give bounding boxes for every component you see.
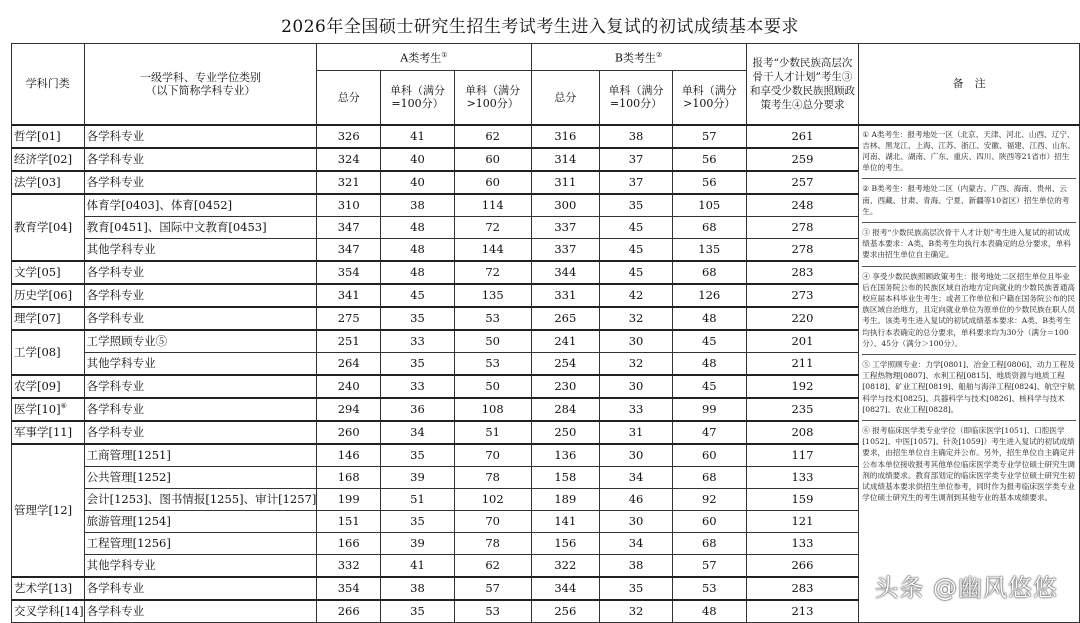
header-a-zone-label: A类考生	[400, 51, 442, 65]
score-cell-b-sgt: 68	[672, 216, 746, 238]
note-item: ⑤ 工学照顾专业：力学[0801]、冶金工程[0806]、动力工程及工程热物理[0807]、水利工程[0815]、地质资源与地质工程[0818]、矿业工程[0819]、船舶与海洋工程[0824]、航空宇航科学与技术[0825]、兵器科学与技术[0826]、核科学与技术[0827]、农业工程[0828]。	[862, 359, 1075, 414]
score-cell-b-sgt: 56	[672, 148, 746, 171]
score-cell-b-total: 337	[531, 216, 600, 238]
score-cell-a-s100: 33	[381, 330, 455, 353]
discipline-footnote-mark: ⑥	[60, 402, 67, 411]
note-divider	[862, 354, 1076, 355]
score-cell-a-s100: 35	[381, 307, 455, 330]
score-cell-a-sgt: 50	[454, 330, 531, 353]
discipline-label: 哲学[01]	[14, 129, 61, 143]
score-cell-a-sgt: 50	[454, 375, 531, 398]
score-cell-a-total: 240	[317, 375, 381, 398]
score-cell-b-total: 331	[531, 284, 600, 307]
note-divider	[862, 222, 1076, 223]
score-cell-b-total: 189	[531, 488, 600, 510]
note-divider	[862, 266, 1076, 267]
score-cell-b-s100: 38	[600, 125, 673, 148]
discipline-cell	[12, 307, 85, 330]
page-title: 2026年全国硕士研究生招生考试考生进入复试的初试成绩基本要求	[281, 17, 799, 37]
score-cell-b-sgt: 45	[672, 330, 746, 353]
score-cell-b-s100: 38	[600, 554, 673, 577]
discipline-cell	[12, 194, 85, 261]
score-cell-a-total: 341	[317, 284, 381, 307]
score-cell-b-sgt: 105	[672, 194, 746, 217]
discipline-cell	[12, 284, 85, 307]
score-cell-b-total: 316	[531, 125, 600, 148]
score-cell-a-sgt: 78	[454, 466, 531, 488]
header-discipline: 学科门类	[12, 44, 85, 125]
score-cell-minority: 208	[746, 421, 859, 444]
note-item: ① A类考生：报考地处一区（北京、天津、河北、山西、辽宁、吉林、黑龙江、上海、江苏、浙江、安徽、福建、江西、山东、河南、湖北、湖南、广东、重庆、四川、陕西等21省市）招生单位的考生。	[862, 129, 1075, 173]
major-cell: 各学科专业	[84, 600, 317, 623]
discipline-cell	[12, 330, 85, 375]
score-cell-b-s100: 45	[600, 261, 673, 284]
score-cell-b-total: 314	[531, 148, 600, 171]
discipline-label: 管理学[12]	[14, 503, 73, 517]
score-cell-b-sgt: 99	[672, 398, 746, 421]
score-cell-a-s100: 41	[381, 125, 455, 148]
header-notes: 备 注	[859, 44, 1080, 125]
score-cell-a-total: 326	[317, 125, 381, 148]
score-cell-a-s100: 35	[381, 444, 455, 467]
major-cell: 工商管理[1251]	[84, 444, 317, 467]
score-cell-a-total: 260	[317, 421, 381, 444]
score-cell-a-sgt: 60	[454, 171, 531, 194]
score-cell-a-total: 294	[317, 398, 381, 421]
score-cell-b-s100: 32	[600, 307, 673, 330]
score-cell-a-s100: 48	[381, 216, 455, 238]
discipline-label: 农学[09]	[14, 379, 61, 393]
score-cell-b-sgt: 126	[672, 284, 746, 307]
score-cell-b-sgt: 48	[672, 307, 746, 330]
score-cell-a-sgt: 144	[454, 238, 531, 261]
major-cell: 会计[1253]、图书情报[1255]、审计[1257]	[84, 488, 317, 510]
score-cell-a-total: 266	[317, 600, 381, 623]
score-cell-minority: 117	[746, 444, 859, 467]
score-cell-a-sgt: 53	[454, 307, 531, 330]
score-cell-b-s100: 30	[600, 375, 673, 398]
score-cell-b-total: 256	[531, 600, 600, 623]
major-cell: 工程管理[1256]	[84, 532, 317, 554]
score-cell-minority: 283	[746, 577, 859, 600]
score-cell-a-sgt: 72	[454, 261, 531, 284]
discipline-label: 理学[07]	[14, 311, 61, 325]
score-cell-minority: 211	[746, 352, 859, 375]
score-cell-a-total: 251	[317, 330, 381, 353]
discipline-cell	[12, 375, 85, 398]
score-cell-b-s100: 37	[600, 171, 673, 194]
major-cell: 工学照顾专业⑤	[84, 330, 317, 353]
score-cell-a-sgt: 53	[454, 600, 531, 623]
header-b-zone-mark: ②	[655, 51, 663, 60]
score-cell-b-total: 322	[531, 554, 600, 577]
discipline-label: 医学[10]	[14, 402, 61, 416]
score-cell-a-s100: 40	[381, 171, 455, 194]
score-cell-b-total: 265	[531, 307, 600, 330]
discipline-cell	[12, 421, 85, 444]
header-category	[84, 44, 317, 125]
score-cell-a-sgt: 62	[454, 125, 531, 148]
note-item: ④ 享受少数民族照顾政策考生：报考地处二区招生单位且毕业后在国务院公布的民族区域自治地方定向就业的少数民族普通高校应届本科毕业生考生；或者工作单位和户籍在国务院公布的民族区域自治地方，且定向就业单位为原单位的少数民族在职人员考生。该类考生进入复试的初试成绩基本要求：A类、B类考生均执行本表确定的总分要求，单科要求均为30分（满分＝100分）、45分（满分＞100分）。	[862, 271, 1075, 348]
discipline-label: 艺术学[13]	[14, 581, 73, 595]
score-cell-minority: 278	[746, 216, 859, 238]
major-cell: 体育学[0403]、体育[0452]	[84, 194, 317, 217]
score-cell-a-total: 166	[317, 532, 381, 554]
score-cell-a-s100: 39	[381, 466, 455, 488]
score-cell-a-s100: 35	[381, 352, 455, 375]
score-cell-b-total: 158	[531, 466, 600, 488]
header-b-single-100: 单科（满分=100分）	[600, 71, 673, 125]
score-cell-a-s100: 33	[381, 375, 455, 398]
score-cell-b-s100: 32	[600, 352, 673, 375]
score-cell-b-s100: 42	[600, 284, 673, 307]
score-cell-a-sgt: 135	[454, 284, 531, 307]
score-cell-b-s100: 30	[600, 330, 673, 353]
major-cell: 各学科专业	[84, 284, 317, 307]
score-cell-a-s100: 39	[381, 532, 455, 554]
table-body	[12, 125, 1080, 623]
score-cell-minority: 248	[746, 194, 859, 217]
score-cell-b-total: 136	[531, 444, 600, 467]
major-cell: 各学科专业	[84, 421, 317, 444]
score-cell-a-total: 146	[317, 444, 381, 467]
header-a-single-100: 单科（满分=100分）	[381, 71, 455, 125]
score-cell-a-s100: 35	[381, 600, 455, 623]
score-cell-b-total: 284	[531, 398, 600, 421]
score-cell-minority: 273	[746, 284, 859, 307]
score-cell-minority: 201	[746, 330, 859, 353]
discipline-label: 法学[03]	[14, 175, 61, 189]
score-cell-b-sgt: 48	[672, 600, 746, 623]
score-cell-b-s100: 35	[600, 194, 673, 217]
discipline-cell	[12, 171, 85, 194]
score-cell-b-s100: 32	[600, 600, 673, 623]
score-cell-a-total: 168	[317, 466, 381, 488]
score-cell-a-s100: 48	[381, 261, 455, 284]
score-cell-minority: 192	[746, 375, 859, 398]
header-a-zone	[317, 44, 531, 71]
score-cell-b-sgt: 60	[672, 510, 746, 532]
score-cell-a-s100: 36	[381, 398, 455, 421]
major-cell: 公共管理[1252]	[84, 466, 317, 488]
score-cell-b-s100: 33	[600, 398, 673, 421]
major-cell: 各学科专业	[84, 398, 317, 421]
major-cell: 各学科专业	[84, 577, 317, 600]
score-cell-b-total: 250	[531, 421, 600, 444]
score-cell-b-sgt: 57	[672, 554, 746, 577]
discipline-cell	[12, 148, 85, 171]
score-cell-b-s100: 30	[600, 510, 673, 532]
score-cell-a-sgt: 60	[454, 148, 531, 171]
score-cell-b-sgt: 135	[672, 238, 746, 261]
score-cell-b-s100: 45	[600, 216, 673, 238]
score-cell-b-sgt: 47	[672, 421, 746, 444]
score-cell-b-s100: 35	[600, 577, 673, 600]
major-cell: 各学科专业	[84, 307, 317, 330]
score-cell-a-total: 347	[317, 238, 381, 261]
score-cell-a-total: 264	[317, 352, 381, 375]
score-cell-a-sgt: 102	[454, 488, 531, 510]
table-row	[12, 125, 1080, 148]
score-cell-a-sgt: 114	[454, 194, 531, 217]
score-cell-a-s100: 41	[381, 554, 455, 577]
discipline-cell	[12, 600, 85, 623]
score-cell-b-s100: 45	[600, 238, 673, 261]
score-cell-b-sgt: 57	[672, 125, 746, 148]
note-item: ③ 报考“少数民族高层次骨干人才计划”考生进入复试的初试成绩基本要求：A类、B类考生均执行本表确定的总分要求，单科要求由招生单位自主确定。	[862, 227, 1071, 260]
note-item: ⑥ 报考临床医学类专业学位（即临床医学[1051]、口腔医学[1052]、中医[1057]、针灸[1059]）考生进入复试的初试成绩要求，由招生单位自主确定并公布。另外，招生单位自主确定并公布本单位接收报考其他单位临床医学类专业学位硕士研究生调剂的成绩要求。教育部划定的临床医学类专业学位硕士研究生初试成绩基本要求供招生单位参考，同时作为报考临床医学类专业学位硕士研究生的考生调剂到其他专业的基本成绩要求。	[862, 425, 1075, 503]
discipline-cell	[12, 577, 85, 600]
score-cell-a-sgt: 70	[454, 510, 531, 532]
score-cell-a-total: 332	[317, 554, 381, 577]
header-category-line1: 一级学科、专业学位类别	[139, 70, 261, 84]
score-cell-minority: 213	[746, 600, 859, 623]
score-cell-b-total: 311	[531, 171, 600, 194]
score-cell-minority: 283	[746, 261, 859, 284]
header-b-zone	[531, 44, 746, 71]
score-cell-minority: 261	[746, 125, 859, 148]
header-a-zone-mark: ①	[441, 51, 448, 60]
discipline-cell	[12, 125, 85, 148]
score-cell-b-total: 344	[531, 261, 600, 284]
watermark: 头条 @幽风悠悠	[874, 574, 1058, 602]
score-cell-minority: 133	[746, 466, 859, 488]
score-cell-a-sgt: 70	[454, 444, 531, 467]
score-cell-b-total: 156	[531, 532, 600, 554]
score-cell-b-sgt: 60	[672, 444, 746, 467]
score-cell-b-total: 300	[531, 194, 600, 217]
score-cell-a-sgt: 53	[454, 352, 531, 375]
score-cell-b-total: 141	[531, 510, 600, 532]
score-cell-a-sgt: 51	[454, 421, 531, 444]
note-divider	[862, 178, 1076, 179]
discipline-label: 军事学[11]	[14, 425, 73, 439]
score-cell-a-total: 347	[317, 216, 381, 238]
major-cell: 各学科专业	[84, 261, 317, 284]
score-cell-b-s100: 34	[600, 532, 673, 554]
discipline-label: 历史学[06]	[14, 288, 73, 302]
score-cell-b-sgt: 68	[672, 532, 746, 554]
score-cell-minority: 235	[746, 398, 859, 421]
discipline-label: 工学[08]	[14, 345, 61, 359]
score-cell-b-s100: 30	[600, 444, 673, 467]
score-cell-b-s100: 37	[600, 148, 673, 171]
score-cell-b-s100: 31	[600, 421, 673, 444]
score-cell-b-s100: 46	[600, 488, 673, 510]
score-cell-b-total: 230	[531, 375, 600, 398]
score-cell-b-sgt: 45	[672, 375, 746, 398]
score-cell-b-total: 241	[531, 330, 600, 353]
header-a-single-gt100: 单科（满分>100分）	[454, 71, 531, 125]
note-divider	[862, 420, 1076, 421]
score-cell-a-s100: 40	[381, 148, 455, 171]
score-cell-b-sgt: 68	[672, 261, 746, 284]
score-cell-a-sgt: 78	[454, 532, 531, 554]
discipline-label: 经济学[02]	[14, 152, 73, 166]
discipline-cell	[12, 261, 85, 284]
score-cell-a-total: 354	[317, 261, 381, 284]
score-cell-a-s100: 51	[381, 488, 455, 510]
score-cell-a-s100: 34	[381, 421, 455, 444]
score-cell-a-s100: 35	[381, 510, 455, 532]
header-b-total: 总分	[531, 71, 600, 125]
score-cell-a-total: 151	[317, 510, 381, 532]
score-cell-minority: 257	[746, 171, 859, 194]
score-cell-a-s100: 38	[381, 194, 455, 217]
score-cell-a-total: 321	[317, 171, 381, 194]
discipline-label: 教育学[04]	[14, 220, 73, 234]
score-cell-b-s100: 34	[600, 466, 673, 488]
score-cell-minority: 259	[746, 148, 859, 171]
score-cell-minority: 133	[746, 532, 859, 554]
score-cell-minority: 266	[746, 554, 859, 577]
score-cell-minority: 159	[746, 488, 859, 510]
header-b-zone-label: B类考生	[614, 51, 656, 65]
header-a-total: 总分	[317, 71, 381, 125]
major-cell: 各学科专业	[84, 171, 317, 194]
major-cell: 旅游管理[1254]	[84, 510, 317, 532]
score-cell-a-total: 199	[317, 488, 381, 510]
header-category-line2: （以下简称学科专业）	[145, 83, 256, 97]
score-cell-b-sgt: 92	[672, 488, 746, 510]
score-cell-b-sgt: 56	[672, 171, 746, 194]
score-cell-a-s100: 48	[381, 238, 455, 261]
major-cell: 其他学科专业	[84, 238, 317, 261]
score-table	[11, 43, 1080, 623]
discipline-label: 文学[05]	[14, 265, 61, 279]
score-cell-a-s100: 38	[381, 577, 455, 600]
score-cell-a-sgt: 72	[454, 216, 531, 238]
score-cell-a-sgt: 108	[454, 398, 531, 421]
score-cell-minority: 278	[746, 238, 859, 261]
score-cell-a-total: 324	[317, 148, 381, 171]
major-cell: 教育[0451]、国际中文教育[0453]	[84, 216, 317, 238]
score-cell-a-sgt: 62	[454, 554, 531, 577]
major-cell: 各学科专业	[84, 148, 317, 171]
major-cell: 各学科专业	[84, 375, 317, 398]
score-cell-a-total: 354	[317, 577, 381, 600]
note-item: ② B类考生：报考地处二区（内蒙古、广西、海南、贵州、云南、西藏、甘肃、青海、宁夏、新疆等10省区）招生单位的考生。	[862, 184, 1070, 216]
header-b-single-gt100: 单科（满分>100分）	[672, 71, 746, 125]
score-cell-b-total: 254	[531, 352, 600, 375]
score-cell-a-s100: 45	[381, 284, 455, 307]
major-cell: 各学科专业	[84, 125, 317, 148]
header-minority: 报考“少数民族高层次骨干人才计划”考生③和享受少数民族照顾政策考生④总分要求	[746, 44, 859, 125]
discipline-label: 交叉学科[14]	[14, 604, 84, 618]
discipline-cell	[12, 398, 85, 421]
score-cell-minority: 121	[746, 510, 859, 532]
score-cell-minority: 220	[746, 307, 859, 330]
notes-cell	[859, 125, 1080, 623]
score-cell-a-total: 310	[317, 194, 381, 217]
score-cell-b-total: 344	[531, 577, 600, 600]
major-cell: 其他学科专业	[84, 554, 317, 577]
score-cell-b-sgt: 68	[672, 466, 746, 488]
score-cell-b-sgt: 48	[672, 352, 746, 375]
score-cell-b-total: 337	[531, 238, 600, 261]
score-cell-b-sgt: 53	[672, 577, 746, 600]
discipline-cell	[12, 444, 85, 577]
score-cell-a-sgt: 57	[454, 577, 531, 600]
score-cell-a-total: 275	[317, 307, 381, 330]
major-cell: 其他学科专业	[84, 352, 317, 375]
